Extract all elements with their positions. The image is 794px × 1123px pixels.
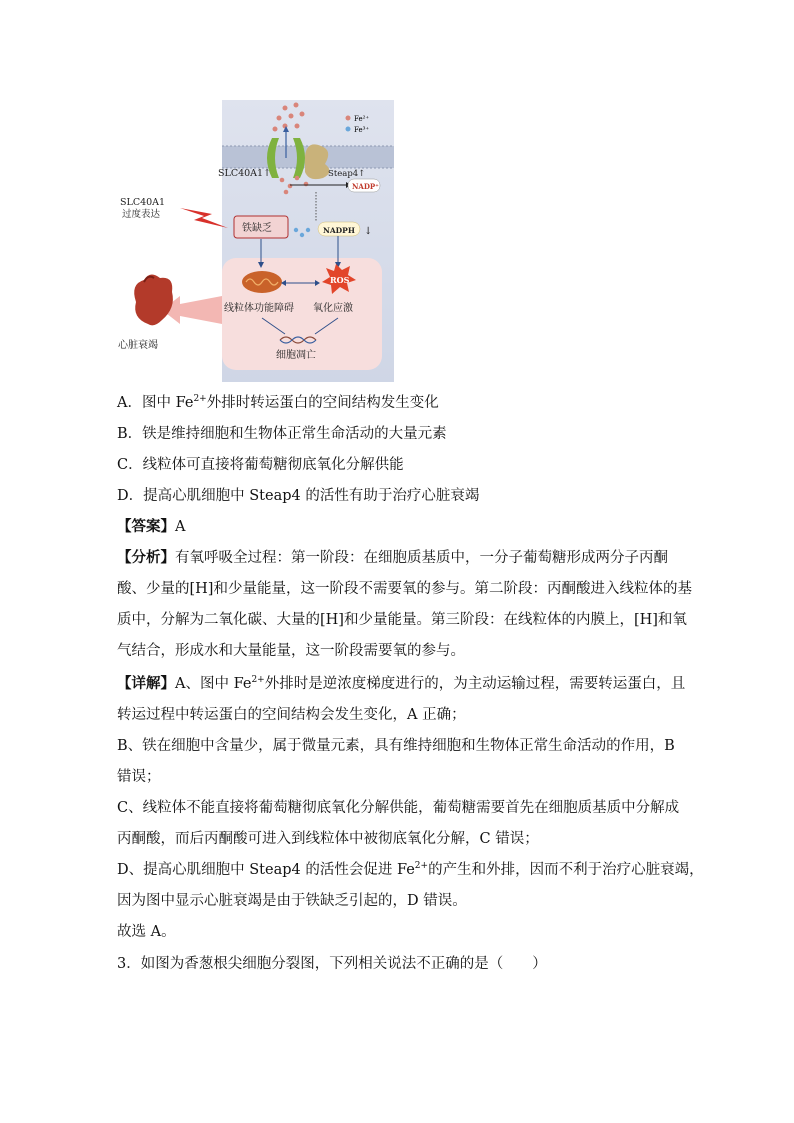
detail-line-2: 转运过程中转运蛋白的空间结构会发生变化，A 正确；	[117, 707, 466, 723]
detail-text-1b: 外排时是逆浓度梯度进行的，为主动运输过程，需要转运蛋白，且	[264, 676, 686, 692]
detail-superscript-1: 2+	[251, 675, 265, 686]
analysis-line-2: 酸、少量的[H]和少量能量，这一阶段不需要氧的参与。第二阶段：丙酮酸进入线粒体的基	[117, 581, 692, 597]
detail-line-8: 因为图中显示心脏衰竭是由于铁缺乏引起的，D 错误。	[117, 893, 467, 909]
answer-label: 【答案】	[117, 518, 175, 535]
option-a-text-1: A．图中 Fe	[117, 395, 194, 411]
mito-dysfunction-label: 线粒体功能障碍	[224, 303, 294, 314]
detail-line-4: 错误；	[117, 769, 161, 785]
answer-line	[117, 517, 185, 537]
fe2-legend-label: Fe²⁺	[354, 115, 370, 123]
nadp-label: NADP⁺	[352, 182, 379, 191]
detail-label: 【详解】	[117, 675, 175, 692]
analysis-line-4: 气结合，形成水和大量能量，这一阶段需要氧的参与。	[117, 643, 465, 659]
analysis-line-3: 质中，分解为二氧化碳、大量的[H]和少量能量。第三阶段：在线粒体的内膜上，[H]和氧	[117, 612, 687, 628]
analysis-text-1: 有氧呼吸全过程：第一阶段：在细胞质基质中，一分子葡萄糖形成两分子丙酮	[175, 550, 668, 566]
heart-icon	[134, 274, 173, 325]
question-3-stem: 3．如图为香葱根尖细胞分裂图，下列相关说法不正确的是（ ）	[117, 956, 547, 972]
option-a-superscript: 2+	[193, 394, 207, 405]
fe3-legend-icon	[346, 127, 351, 132]
detail-line-5: C、线粒体不能直接将葡萄糖彻底氧化分解供能，葡萄糖需要首先在细胞质基质中分解成	[117, 800, 680, 816]
overexpression-label-line1: SLC40A1	[120, 197, 166, 208]
slc40a1-label: SLC40A1↑	[218, 168, 272, 179]
detail-superscript-7: 2+	[414, 861, 429, 872]
detail-line-6: 丙酮酸，而后丙酮酸可进入到线粒体中被彻底氧化分解，C 错误；	[117, 831, 539, 847]
fe2-legend-icon	[346, 116, 351, 121]
overexpression-label-line2: 过度表达	[122, 209, 161, 220]
option-c: C．线粒体可直接将葡萄糖彻底氧化分解供能	[117, 457, 404, 473]
iron-heart-failure-diagram	[110, 96, 400, 384]
detail-line-1	[117, 674, 685, 694]
answer-value: A	[175, 519, 186, 535]
detail-line-3: B、铁在细胞中含量少，属于微量元素，具有维持细胞和生物体正常生命活动的作用，B	[117, 738, 675, 754]
mitochondrion-icon	[242, 271, 282, 293]
apoptosis-label: 细胞凋亡	[276, 350, 316, 361]
detail-text-7a: D、提高心肌细胞中 Steap4 的活性会促进 Fe	[117, 862, 415, 878]
option-a-text-2: 外排时转运蛋白的空间结构发生变化	[206, 395, 439, 411]
detail-text-1a: A、图中 Fe	[175, 676, 252, 692]
oxidative-stress-label: 氧化应激	[313, 303, 353, 314]
ros-label: ROS	[330, 275, 350, 285]
steap4-label: Steap4↑	[328, 169, 366, 179]
option-a	[117, 393, 439, 413]
option-d: D．提高心肌细胞中 Steap4 的活性有助于治疗心脏衰竭	[117, 488, 480, 504]
heart-failure-label: 心脏衰竭	[118, 340, 158, 351]
analysis-label: 【分析】	[117, 549, 175, 566]
analysis-line-1	[117, 548, 668, 568]
iron-deficiency-label: 铁缺乏	[242, 223, 272, 234]
nadph-down-arrow: ↓	[364, 226, 373, 237]
conclusion-line: 故选 A。	[117, 924, 176, 940]
steap4-enzyme-icon	[305, 144, 330, 179]
fe3-legend-label: Fe³⁺	[354, 126, 370, 134]
nadph-label: NADPH	[323, 226, 355, 235]
lightning-arrow-icon	[180, 208, 228, 228]
detail-text-7b: 的产生和外排，因而不利于治疗心脏衰竭，	[428, 862, 704, 878]
detail-line-7	[117, 860, 704, 880]
option-b: B．铁是维持细胞和生物体正常生命活动的大量元素	[117, 426, 447, 442]
